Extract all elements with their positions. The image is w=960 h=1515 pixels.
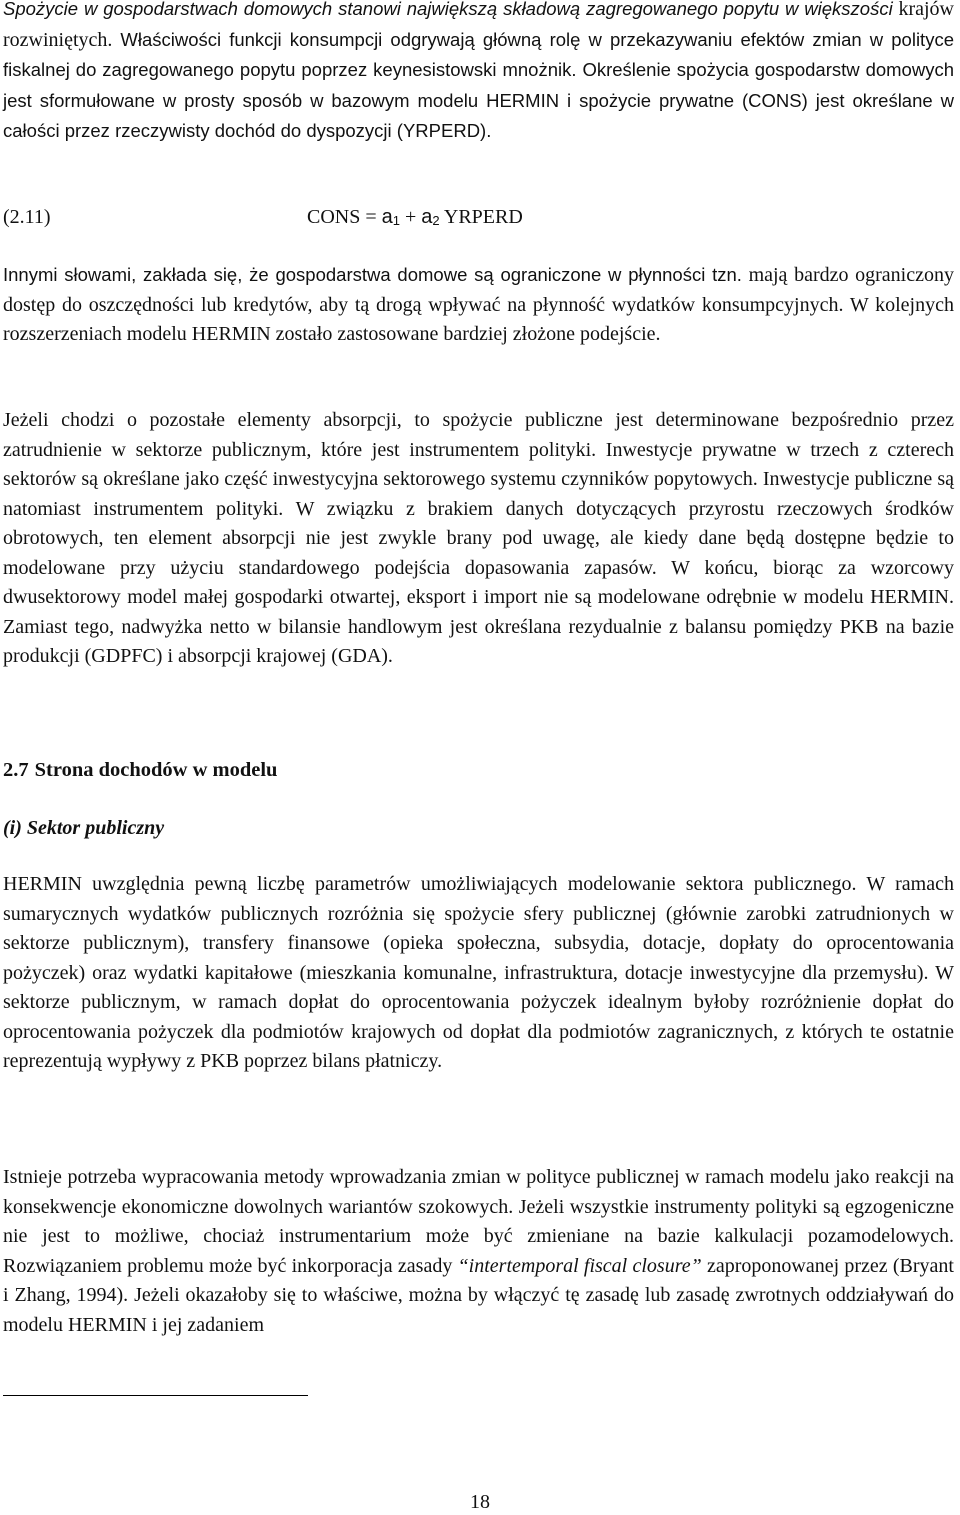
equation-2-11 [3,202,954,232]
equation-coef-a1: a [381,206,393,228]
equation-equals: = [360,206,382,228]
paragraph-sans-run: Właściwości funkcji konsumpcji odgrywają główną rolę w przekazywaniu efektów zmian w polityce fiskalnej do zagregowanego popytu poprzez keynesistowski mnożnik. Określenie spożycia gospodarstw domowych jest sformułowane w prosty sposób w bazowym modelu HERMIN i spożycie prywatne (CONS) jest określane w całości przez rzeczywisty dochód do dyspozycji (YRPERD). [3,28,954,141]
equation-body [307,202,523,236]
footnote-separator [3,1395,308,1396]
paragraph-liquidity-constraints [3,260,954,350]
section-heading [3,755,277,785]
paragraph-policy-changes [3,1163,954,1340]
paragraph-consumption-intro [3,0,954,147]
equation-coef-a2: a [421,206,433,228]
paragraph-public-sector: HERMIN uwzględnia pewną liczbę parametrów umożliwiających modelowanie sektora publicznego. W ramach sumarycznych wydatków publicznych rozróżnia się spożycie sfery publicznej (głównie zarobki zatrudnionych w sektorze publicznym), transfery finansowe (opieka społeczna, subsydia, dotacje, dopłaty do oprocentowania pożyczek) oraz wydatki kapitałowe (mieszkania komunalne, infrastruktura, dotacje inwestycyjne dla przemysłu). W sektorze publicznym, w ramach dopłat do oprocentowania pożyczek idealnym byłoby rozróżnienie dopłat do oprocentowania pożyczek dla podmiotów krajowych od dopłat dla podmiotów zagranicznych, z których te ostatnie reprezentują wypływy z PKB poprzez bilans płatniczy. [3,873,954,1072]
section-title: Strona dochodów w modelu [34,759,278,781]
equation-sub-2: 2 [432,213,440,228]
paragraph-sans-italic-run: Spożycie w gospodarstwach domowych stanowi największą składową zagregowanego popytu w większości [3,0,893,19]
page-number: 18 [470,1491,490,1513]
paragraph-text-run: zaproponowanej przez (Bryant i Zhang, 1994). Jeżeli okazałoby się to właściwe, można by włączyć tę zasadę lub zasadę zwrotnych oddziaływań do modelu HERMIN i jej zadaniem [3,1254,954,1336]
equation-rhs: YRPERD [439,206,523,228]
equation-lhs: CONS [307,206,361,228]
italic-term: “intertemporal fiscal closure” [457,1254,702,1277]
paragraph-sans-run: Innymi słowami, zakłada się, że gospodarstwa domowe są ograniczone w płynności tzn. [3,264,742,285]
equation-number: (2.11) [3,206,51,228]
paragraph-absorption: Jeżeli chodzi o pozostałe elementy absorpcji, to spożycie publiczne jest determinowane bezpośrednio przez zatrudnienie w sektorze publicznym, które jest instrumentem polityki. Inwestycje prywatne w trzech z czterech sektorów są określane jako część inwestycyjna sektorowego systemu czynników popytowych. Inwestycje publiczne są natomiast instrumentem polityki. W związku z brakiem danych dotyczących przyrostu rzeczowych środków obrotowych, ten element absorpcji nie jest zwykle brany pod uwagę, ale kiedy dane będą dostępne będzie to modelowane przy użyciu standardowego podejścia dopasowania zapasów. W końcu, biorąc za wzorcowy dwusektorowy model małej gospodarki otwartej, eksport i import nie są modelowane odrębnie w modelu HERMIN. Zamiast tego, nadwyżka netto w bilansie handlowym jest określana rezydualnie z balansu pomiędzy PKB na bazie produkcji (GDPFC) i absorpcji krajowej (GDA). [3,409,954,667]
section-number: 2.7 [3,759,29,781]
paragraph-serif-run: krajów rozwiniętych. [3,0,954,51]
equation-plus: + [400,206,422,228]
subsection-heading: (i) Sektor publiczny [3,817,165,839]
paragraph-serif-run: mają bardzo ograniczony dostęp do oszczędności lub kredytów, aby tą drogą wpływać na płynność wydatków konsumpcyjnych. W kolejnych rozszerzeniach modelu HERMIN zostało zastosowane bardziej złożone podejście. [3,264,954,345]
paragraph-text-run: Istnieje potrzeba wypracowania metody wprowadzania zmian w polityce publicznej w ramach modelu jako reakcji na konsekwencje ekonomiczne dowolnych wariantów szokowych. Jeżeli wszystkie instrumenty polityki są egzogeniczne nie jest to możliwe, chociaż instrumentarium może być zmieniane na bazie kalkulacji pozamodelowych. Rozwiązaniem problemu może być inkorporacja zasady [3,1166,954,1277]
equation-sub-1: 1 [392,213,400,228]
